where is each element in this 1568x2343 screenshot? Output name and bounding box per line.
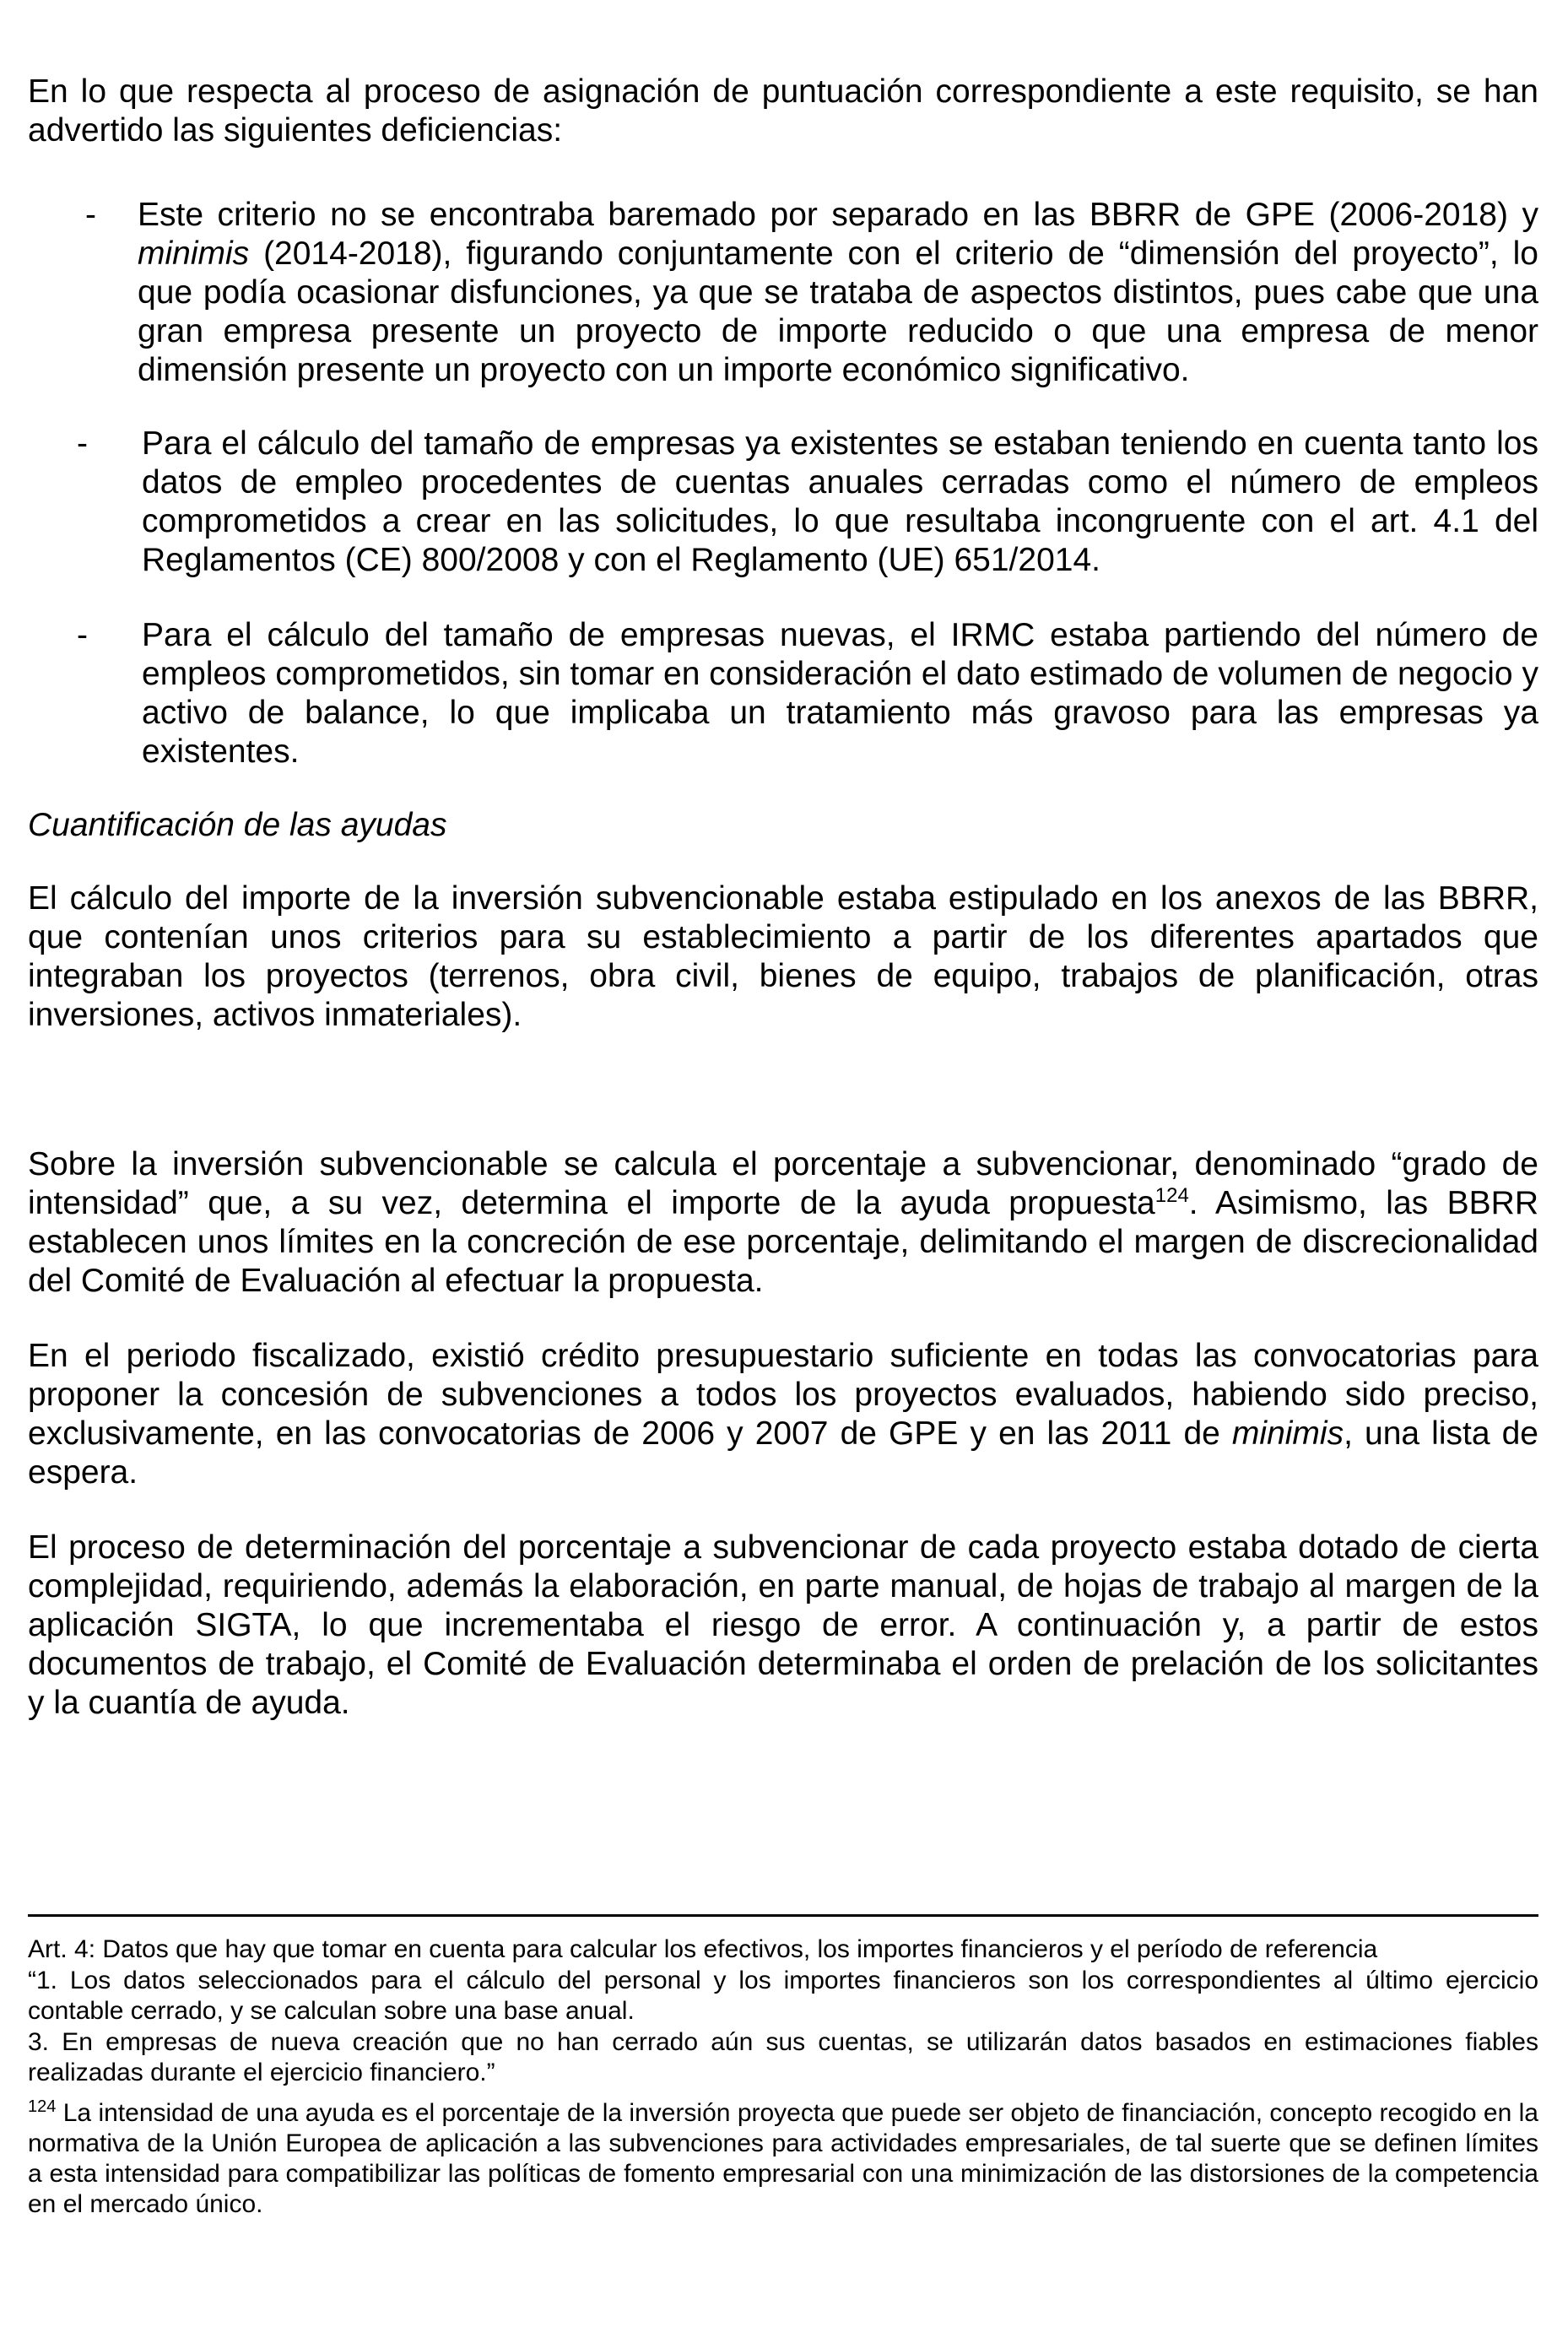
art4-item3-text: 3. En empresas de nueva creación que no han cerrado aún sus cuentas, se utilizarán datos basados en estimaciones fiables realizadas durante el ejercicio financiero.”	[28, 2028, 1538, 2086]
footnote-124-text: La intensidad de una ayuda es el porcentaje de la inversión proyecta que puede ser objeto de financiación, concepto recogido en la normativa de la Unión Europea de aplicación a las subvenciones para actividades empresariales, de tal suerte que se definen límites a esta intensidad para compatibilizar las políticas de fomento empresarial con una minimización de las distorsiones de la competencia en el mercado único.	[28, 2099, 1538, 2218]
bullet3-text: Para el cálculo del tamaño de empresas nuevas, el IRMC estaba partiendo del número de empleos comprometidos, sin tomar en consideración el dato estimado de volumen de negocio y activo de balance, lo que implicaba un tratamiento más gravoso para las empresas ya existentes.	[142, 617, 1538, 770]
proceso-text: El proceso de determinación del porcentaje a subvencionar de cada proyecto estaba dotado de cierta complejidad, requiriendo, además la elaboración, en parte manual, de hojas de trabajo al margen de la aplicación SIGTA, lo que incrementaba el riesgo de error. A continuación y, a partir de estos documentos de trabajo, el Comité de Evaluación determinaba el orden de prelación de los solicitantes y la cuantía de ayuda.	[28, 1529, 1538, 1721]
art4-item1-text: “1. Los datos seleccionados para el cálculo del personal y los importes financieros son los correspondientes al último ejercicio contable cerrado, y se calculan sobre una base anual.	[28, 1967, 1538, 2025]
periodo-italic: minimis	[1231, 1415, 1344, 1452]
art4-title-text: Art. 4: Datos que hay que tomar en cuenta para calcular los efectivos, los importes financieros y el período de referencia	[28, 1935, 1378, 1963]
list-item-tamano-nuevas	[28, 616, 1538, 771]
bullet1-italic: minimis	[138, 235, 250, 272]
list-item-criterio	[28, 196, 1538, 390]
calculo-text: El cálculo del importe de la inversión subvencionable estaba estipulado en los anexos de las BBRR, que contenían unos criterios para su establecimiento a partir de los diferentes apartados que integraban los proyectos (terrenos, obra civil, bienes de equipo, trabajos de planificación, otras inversiones, activos inmateriales).	[28, 880, 1538, 1033]
bullet2-text: Para el cálculo del tamaño de empresas ya existentes se estaban teniendo en cuenta tanto los datos de empleo procedentes de cuentas anuales cerradas como el número de empleos comprometidos a crear en las solicitudes, lo que resultaba incongruente con el art. 4.1 del Reglamentos (CE) 800/2008 y con el Reglamento (UE) 651/2014.	[142, 425, 1538, 578]
periodo-paragraph	[28, 1337, 1538, 1492]
footnote-art4-title	[28, 1934, 1538, 1965]
heading-text: Cuantificación de las ayudas	[28, 807, 447, 843]
list-item-tamano-existentes	[28, 425, 1538, 580]
proceso-paragraph	[28, 1529, 1538, 1723]
intro-text: En lo que respecta al proceso de asignación de puntuación correspondiente a este requisito, se han advertido las siguientes deficiencias:	[28, 73, 1538, 149]
list-dash: -	[77, 617, 88, 653]
footnote-124-number: 124	[28, 2097, 57, 2116]
calculo-paragraph	[28, 879, 1538, 1035]
intro-paragraph	[28, 73, 1538, 150]
sobre-text-b: . Asimismo, las BBRR establecen unos límites en la concreción de ese porcentaje, delimitando el margen de discrecionalidad del Comité de Evaluación al efectuar la propuesta.	[28, 1185, 1538, 1299]
footnote-ref-124[interactable]: 124	[1154, 1184, 1189, 1207]
bullet1-text-a: Este criterio no se encontraba baremado por separado en las BBRR de GPE (2006-2018) y	[138, 197, 1538, 233]
footnote-art4-item3	[28, 2027, 1538, 2088]
list-dash: -	[77, 425, 88, 462]
list-dash: -	[85, 197, 96, 233]
bullet1-text-b: (2014-2018), figurando conjuntamente con el criterio de “dimensión del proyecto”, lo que podía ocasionar disfunciones, ya que se trataba de aspectos distintos, pues cabe que una gran empresa presente un proyecto de importe reducido o que una empresa de menor dimensión presente un proyecto con un importe económico significativo.	[138, 235, 1538, 388]
footnote-124	[28, 2098, 1538, 2220]
periodo-text-b: , una lista de espera.	[28, 1415, 1538, 1491]
sobre-text-a: Sobre la inversión subvencionable se calcula el porcentaje a subvencionar, denominado “grado de intensidad” que, a su vez, determina el importe de la ayuda propuesta	[28, 1146, 1538, 1221]
periodo-text-a: En el periodo fiscalizado, existió crédito presupuestario suficiente en todas las convocatorias para proponer la concesión de subvenciones a todos los proyectos evaluados, habiendo sido preciso, exclusivamente, en las convocatorias de 2006 y 2007 de GPE y en las 2011 de	[28, 1338, 1538, 1452]
sobre-paragraph	[28, 1145, 1538, 1301]
document-body	[28, 73, 1538, 1723]
footnote-separator	[28, 1914, 1538, 1917]
section-heading	[28, 806, 1538, 845]
footnote-art4-item1	[28, 1966, 1538, 2026]
